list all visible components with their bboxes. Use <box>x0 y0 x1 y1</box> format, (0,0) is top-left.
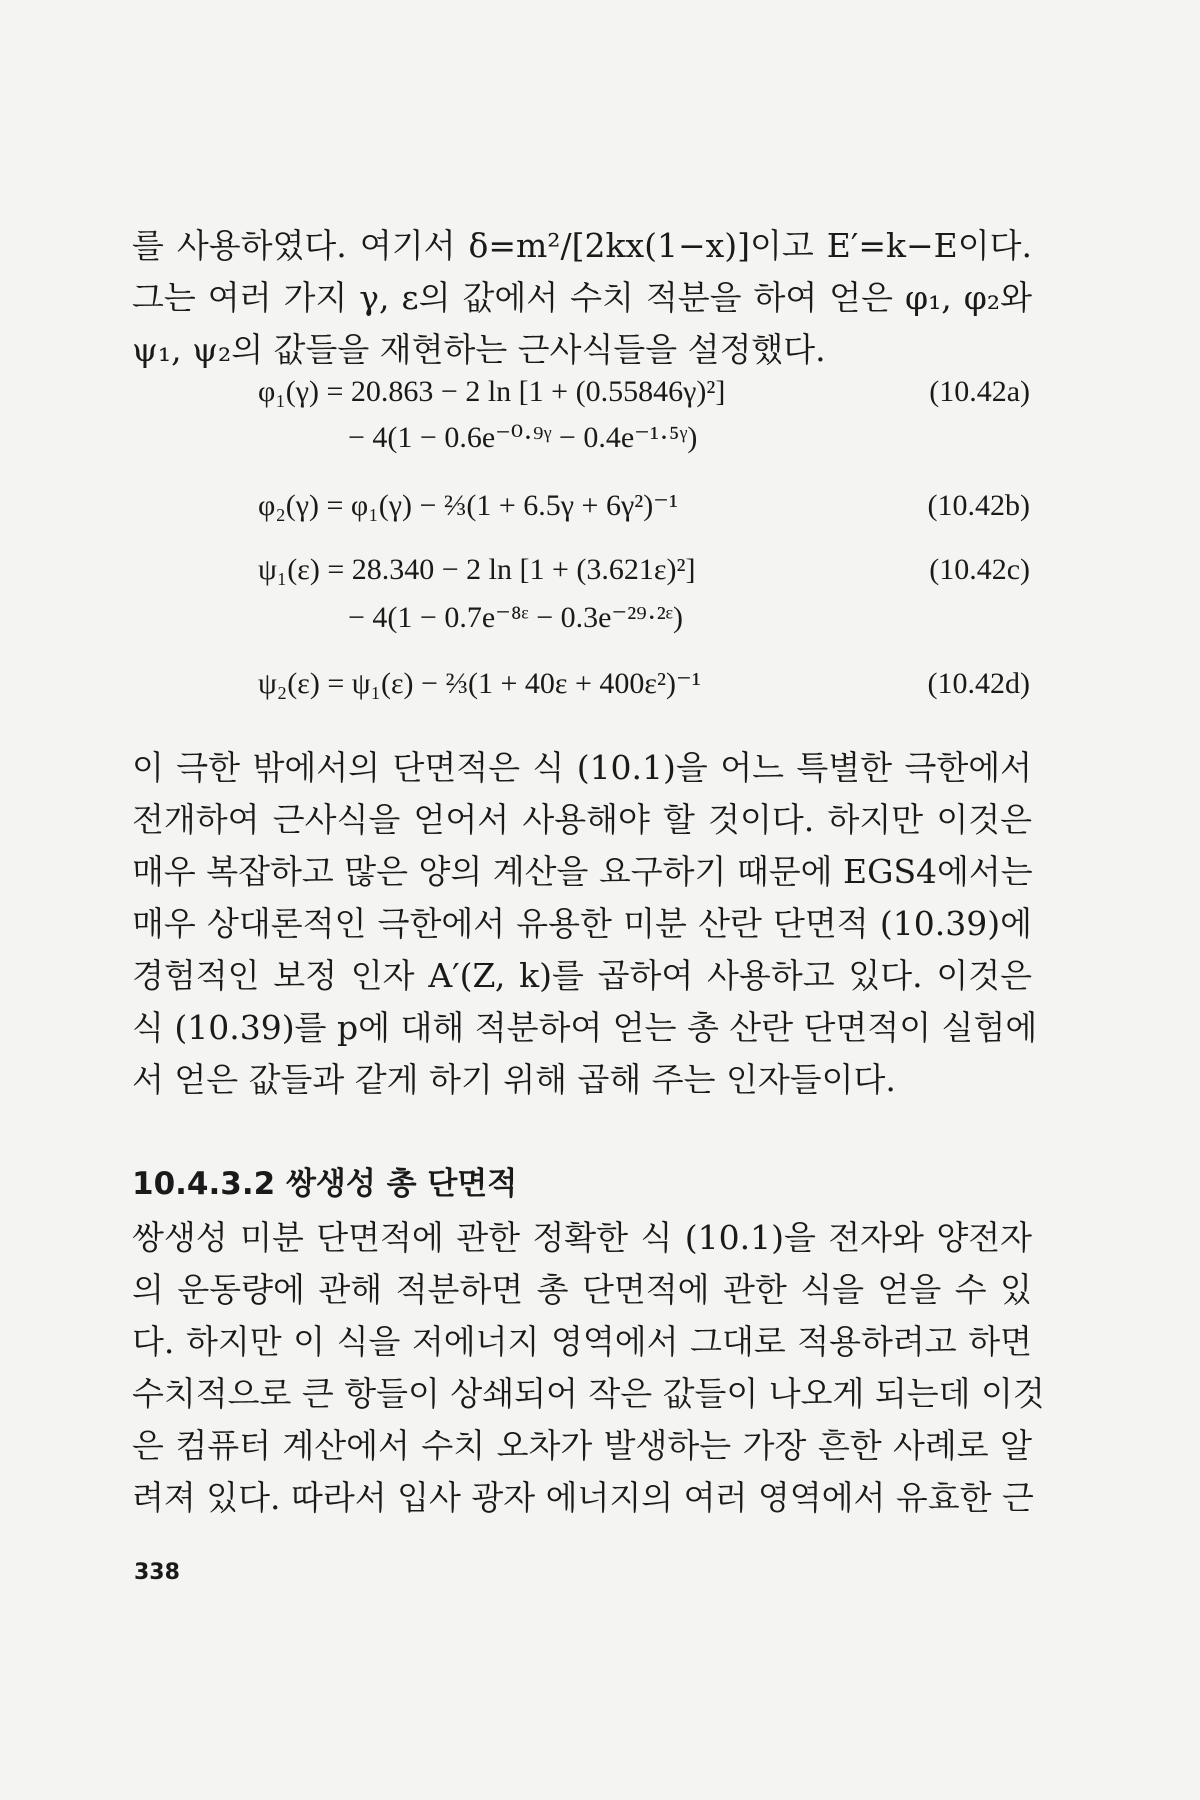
section-heading: 10.4.3.2 쌍생성 총 단면적 <box>132 1166 518 1202</box>
text-line: 식 (10.39)를 p에 대해 적분하여 얻는 총 산란 단면적이 실험에 <box>132 1008 1038 1047</box>
equation-10-42a-line2: − 4(1 − 0.6e⁻⁰·⁹ᵞ − 0.4e⁻¹·⁵ᵞ) <box>348 421 698 454</box>
text-line: 쌍생성 미분 단면적에 관한 정확한 식 (10.1)을 전자와 양전자 <box>132 1218 1032 1257</box>
equation-number: (10.42b) <box>927 489 1030 522</box>
equation-10-42c-line2: − 4(1 − 0.7e⁻⁸ᵋ − 0.3e⁻²⁹·²ᵋ) <box>348 601 683 634</box>
text-line: 다. 하지만 이 식을 저에너지 영역에서 그대로 적용하려고 하면 <box>132 1322 1032 1361</box>
equation-10-42b: φ₂(γ) = φ₁(γ) − ⅔(1 + 6.5γ + 6γ²)⁻¹ <box>258 489 679 522</box>
equation-number: (10.42c) <box>929 553 1030 586</box>
text-line: ψ₁, ψ₂의 값들을 재현하는 근사식들을 설정했다. <box>132 330 826 369</box>
text-line: 매우 복잡하고 많은 양의 계산을 요구하기 때문에 EGS4에서는 <box>132 852 1033 891</box>
equation-number: (10.42d) <box>927 667 1030 700</box>
equation-10-42c-line1: ψ₁(ε) = 28.340 − 2 ln [1 + (3.621ε)²] <box>258 553 696 586</box>
text-line: 려져 있다. 따라서 입사 광자 에너지의 여러 영역에서 유효한 근 <box>132 1478 1034 1517</box>
text-line: 전개하여 근사식을 얻어서 사용해야 할 것이다. 하지만 이것은 <box>132 800 1032 839</box>
text-line: 의 운동량에 관해 적분하면 총 단면적에 관한 식을 얻을 수 있 <box>132 1270 1032 1309</box>
text-line: 이 극한 밖에서의 단면적은 식 (10.1)을 어느 특별한 극한에서 <box>132 748 1032 787</box>
text-line: 그는 여러 가지 γ, ε의 값에서 수치 적분을 하여 얻은 φ₁, φ₂와 <box>132 278 1032 317</box>
text-line: 서 얻은 값들과 같게 하기 위해 곱해 주는 인자들이다. <box>132 1060 896 1099</box>
text-line: 경험적인 보정 인자 A′(Z, k)를 곱하여 사용하고 있다. 이것은 <box>132 956 1032 995</box>
text-line: 매우 상대론적인 극한에서 유용한 미분 산란 단면적 (10.39)에 <box>132 904 1032 943</box>
text-line: 은 컴퓨터 계산에서 수치 오차가 발생하는 가장 흔한 사례로 알 <box>132 1426 1032 1465</box>
page-number: 338 <box>134 1560 180 1585</box>
text-line: 수치적으로 큰 항들이 상쇄되어 작은 값들이 나오게 되는데 이것 <box>132 1374 1045 1413</box>
equation-10-42d: ψ₂(ε) = ψ₁(ε) − ⅔(1 + 40ε + 400ε²)⁻¹ <box>258 667 701 700</box>
equation-10-42a-line1: φ₁(γ) = 20.863 − 2 ln [1 + (0.55846γ)²] <box>258 375 726 408</box>
equation-number: (10.42a) <box>929 375 1030 408</box>
text-line: 를 사용하였다. 여기서 δ=m²/[2kx(1−x)]이고 E′=k−E이다. <box>132 226 1032 265</box>
